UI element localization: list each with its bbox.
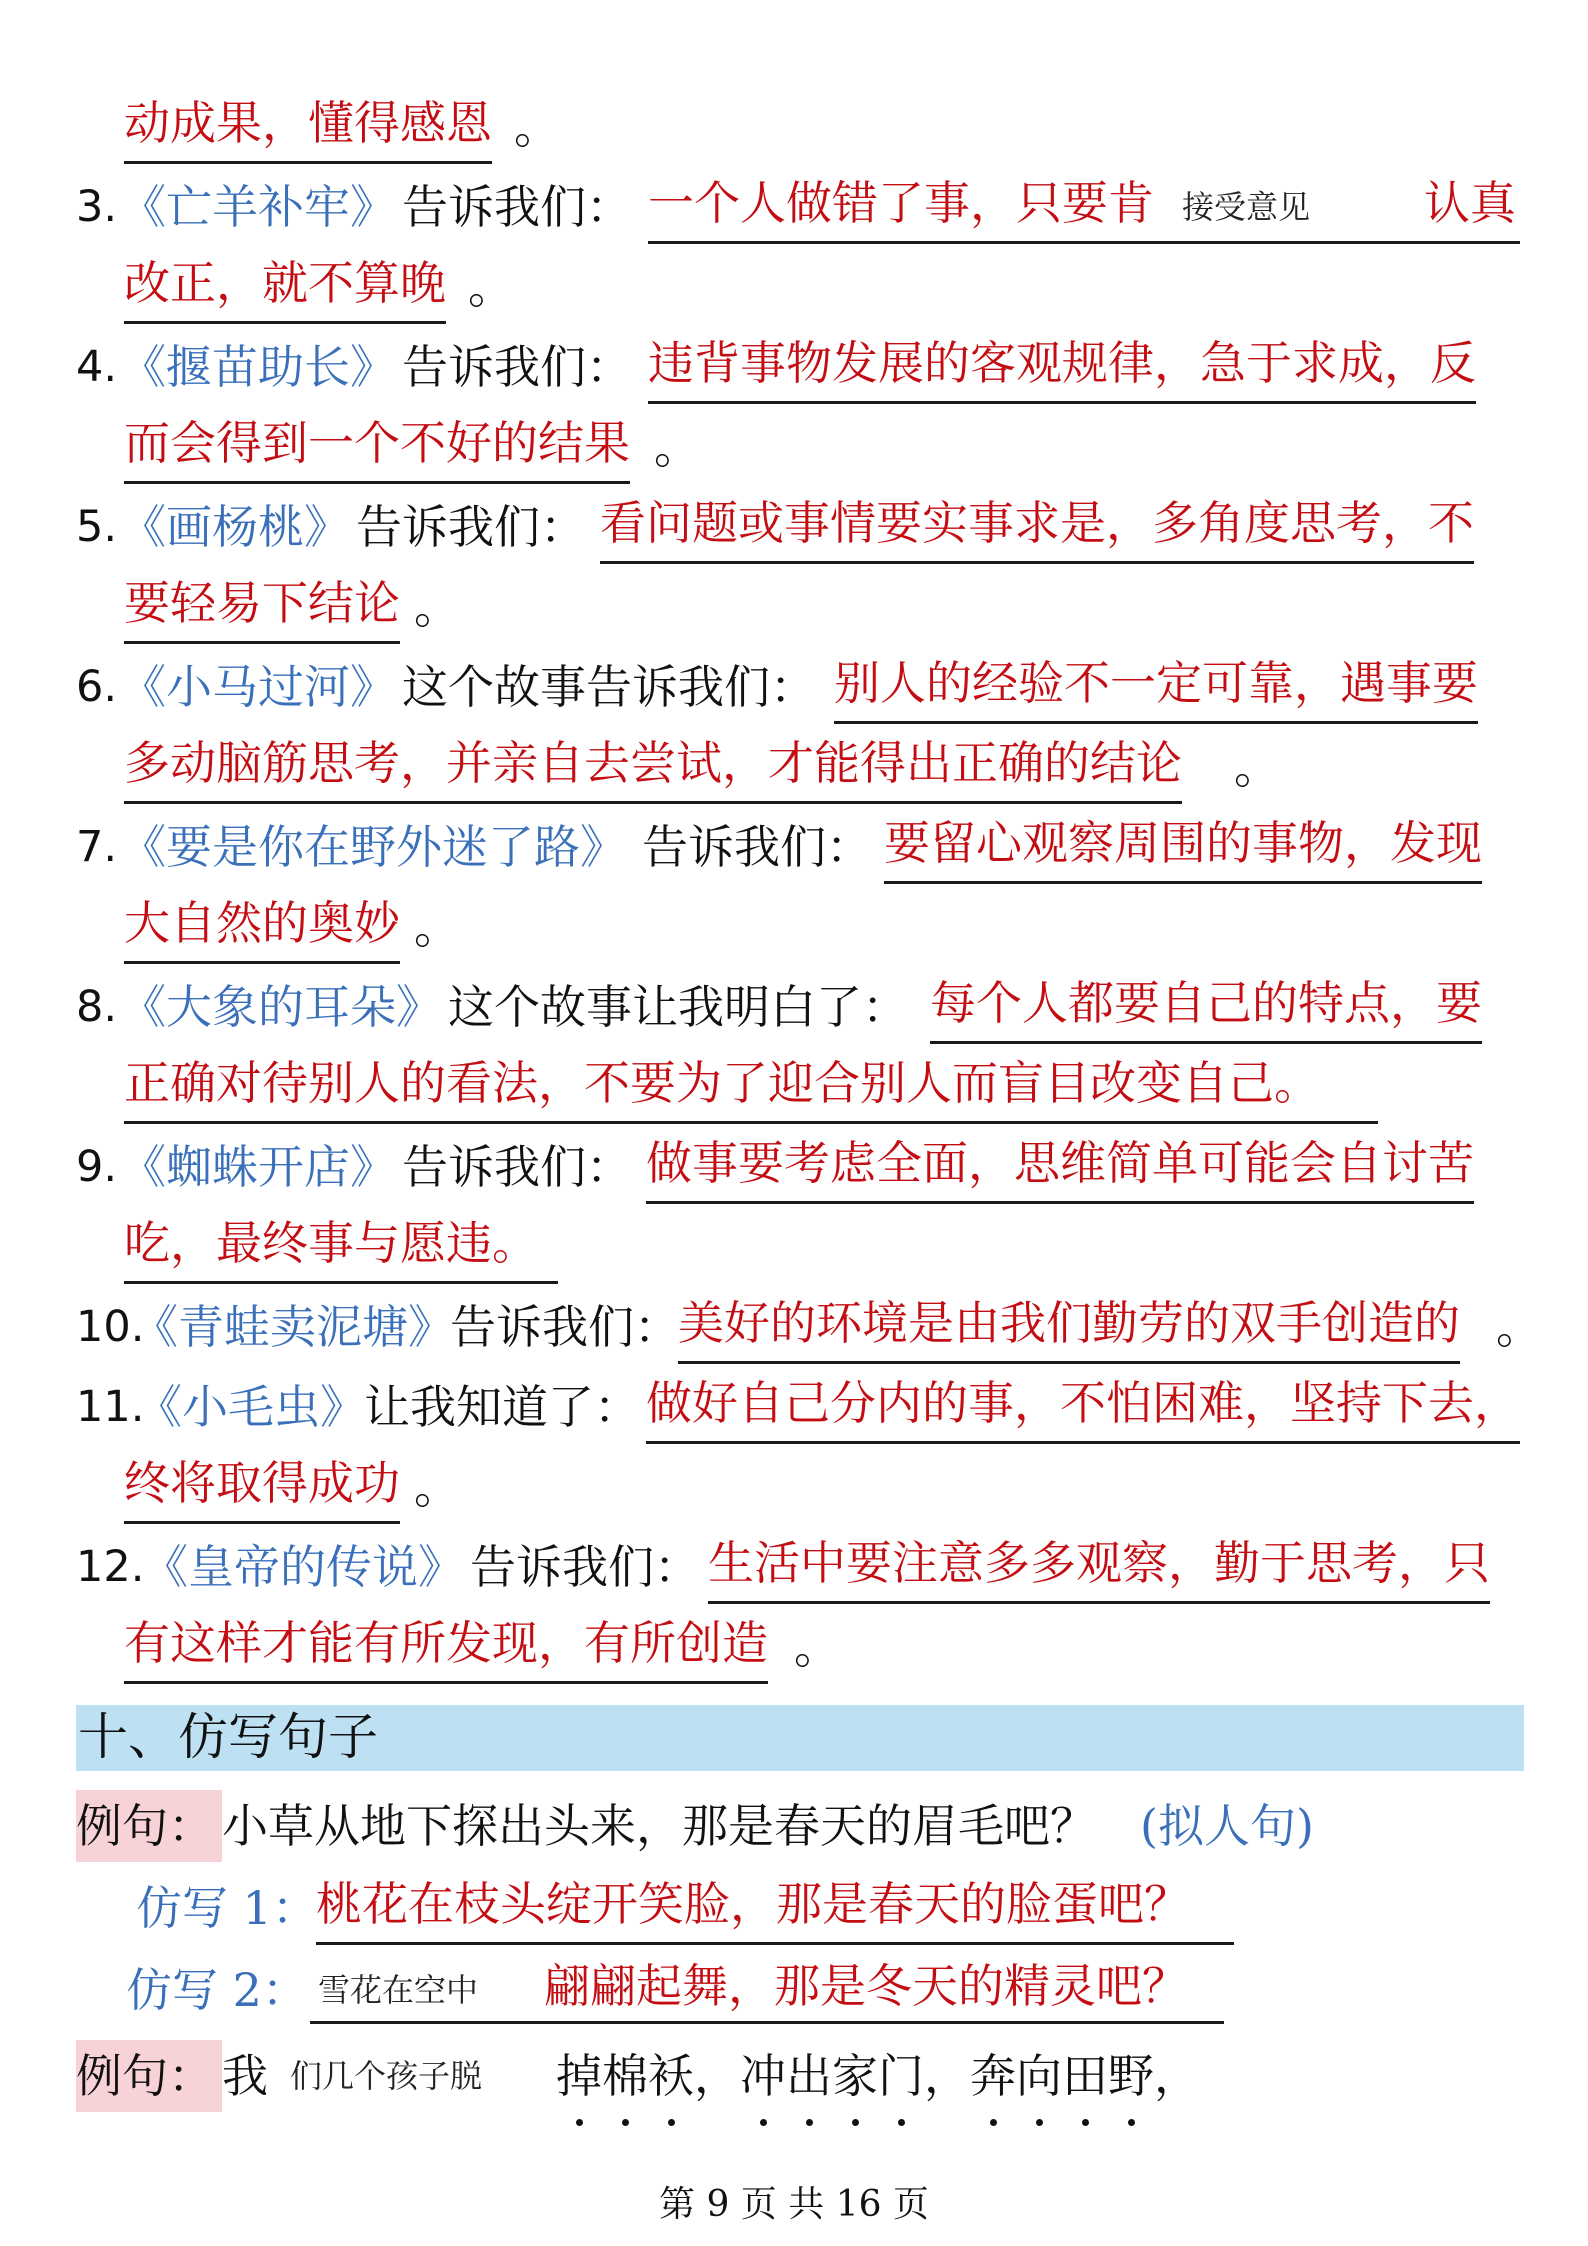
answer-text: 做好自己分内的事，不怕困难，坚持下去， [646,1367,1520,1444]
imitation-2 [0,1950,1588,2030]
item-number: 6. [76,662,118,712]
example-label: 例句： [76,1799,214,1853]
item-4-line-1 [0,327,1588,407]
dotted-char: 袄 [648,2036,694,2116]
dotted-char: 门 [878,2036,924,2116]
answer-text: 一个人做错了事，只要肯 [648,167,1520,244]
item-continuation [0,87,1588,167]
answer-text: 要留心观察周围的事物，发现 [884,807,1482,884]
answer-text: 别人的经验不一定可靠，遇事要 [834,647,1478,724]
story-lead: 这个故事告诉我们： [402,660,816,714]
example-sentence: 小草从地下探出头来，那是春天的眉毛吧？ [222,1799,1096,1853]
answer-text: 美好的环境是由我们勤劳的双手创造的 [678,1287,1460,1364]
handwritten-insert: 接受意见 [1182,185,1382,229]
item-number: 4. [76,342,118,392]
example-note: (拟人句) [1140,1799,1314,1853]
story-title: 《小毛虫》 [136,1380,366,1434]
answer-text: 有这样才能有所发现，有所创造 [124,1607,768,1684]
imitation-label: 仿写 2： [126,1963,308,2017]
dotted-char: 向 [1016,2036,1062,2116]
period: 。 [414,900,460,954]
imitation-1 [0,1868,1588,1948]
dotted-char: ， [694,2049,740,2103]
story-lead: 告诉我们： [356,500,586,554]
item-9-line-2 [0,1207,1588,1287]
answer-text: 大自然的奥妙 [124,887,400,964]
item-3-line-1 [0,167,1588,247]
answer-text: 每个人都要自己的特点，要 [930,967,1482,1044]
item-7-line-2 [0,887,1588,967]
story-title: 《揠苗助长》 [120,340,396,394]
handwritten-insert: 们几个孩子脱 [290,2054,540,2098]
story-lead: 让我知道了： [364,1380,640,1434]
item-number: 10. [76,1302,145,1352]
item-number: 8. [76,982,118,1032]
item-11-line-2 [0,1447,1588,1527]
story-title: 《青蛙卖泥塘》 [132,1300,454,1354]
dotted-char: ， [1154,2049,1200,2103]
item-3-line-2 [0,247,1588,327]
item-11-line-1 [0,1367,1588,1447]
period: 。 [414,580,460,634]
story-title: 《皇帝的传说》 [142,1540,464,1594]
dotted-char: 家 [832,2036,878,2116]
story-title: 《大象的耳朵》 [120,980,442,1034]
dotted-char: 掉 [556,2036,602,2116]
answer-text: 违背事物发展的客观规律，急于求成，反 [648,327,1476,404]
dotted-char: 出 [786,2036,832,2116]
page-footer: 第 9 页 共 16 页 [659,2184,929,2225]
story-title: 《要是你在野外迷了路》 [120,820,626,874]
story-lead: 告诉我们： [402,180,632,234]
example-label: 例句： [76,2049,214,2103]
answer-text: 终将取得成功 [124,1447,400,1524]
period: 。 [514,100,560,154]
imitation-answer: 翩翩起舞，那是冬天的精灵吧？ [310,1950,1224,2024]
story-lead: 告诉我们： [402,1140,632,1194]
story-title: 《画杨桃》 [120,500,350,554]
item-number: 7. [76,822,118,872]
story-lead: 告诉我们： [450,1300,680,1354]
answer-text: 动成果，懂得感恩 [124,87,492,164]
answer-text: 生活中要注意多多观察，勤于思考，只 [708,1527,1490,1604]
item-7-line-1 [0,807,1588,887]
item-8-line-2 [0,1047,1588,1127]
period: 。 [414,1460,460,1514]
answer-text-tail: 认真 [1424,176,1516,230]
dotted-char: 棉 [602,2036,648,2116]
answer-text: 看问题或事情要实事求是，多角度思考，不 [600,487,1474,564]
example-2 [0,2036,1588,2116]
period: 。 [1234,740,1280,794]
story-lead: 告诉我们： [642,820,872,874]
item-5-line-1 [0,487,1588,567]
story-title: 《蜘蛛开店》 [120,1140,396,1194]
period: 。 [1496,1300,1542,1354]
handwritten-insert: 雪花在空中 [318,1968,528,2012]
item-12-line-1 [0,1527,1588,1607]
period: 。 [468,260,514,314]
example-1 [0,1786,1588,1866]
item-number: 12. [76,1542,145,1592]
imitation-label: 仿写 1： [136,1881,318,1935]
dotted-char: 田 [1062,2036,1108,2116]
answer-text: 吃，最终事与愿违。 [124,1207,558,1284]
dotted-char: 野 [1108,2036,1154,2116]
story-title: 《亡羊补牢》 [120,180,396,234]
answer-text: 做事要考虑全面，思维简单可能会自讨苦 [646,1127,1474,1204]
period: 。 [794,1620,840,1674]
dotted-char: 奔 [970,2036,1016,2116]
story-title: 《小马过河》 [120,660,396,714]
answer-text: 要轻易下结论 [124,567,400,644]
story-lead: 告诉我们： [470,1540,700,1594]
dotted-char: ， [924,2049,970,2103]
item-number: 5. [76,502,118,552]
answer-text: 而会得到一个不好的结果 [124,407,630,484]
item-5-line-2 [0,567,1588,647]
period: 。 [654,420,700,474]
answer-text: 正确对待别人的看法，不要为了迎合别人而盲目改变自己。 [124,1047,1378,1124]
item-6-line-1 [0,647,1588,727]
item-9-line-1 [0,1127,1588,1207]
answer-text: 改正，就不算晚 [124,247,446,324]
dotted-phrase [556,2036,1200,2116]
section-title: 十、仿写句子 [78,1708,378,1766]
item-number: 11. [76,1382,145,1432]
item-8-line-1 [0,967,1588,1047]
item-10-line-1 [0,1287,1588,1367]
story-lead: 这个故事让我明白了： [448,980,908,1034]
imitation-answer: 桃花在枝头绽开笑脸，那是春天的脸蛋吧？ [316,1868,1234,1945]
answer-text: 多动脑筋思考，并亲自去尝试，才能得出正确的结论 [124,727,1182,804]
item-4-line-2 [0,407,1588,487]
story-lead: 告诉我们： [402,340,632,394]
item-number: 3. [76,182,118,232]
dotted-char: 冲 [740,2036,786,2116]
item-6-line-2 [0,727,1588,807]
item-number: 9. [76,1142,118,1192]
example-sentence-start: 我 [222,2049,268,2103]
item-12-line-2 [0,1607,1588,1687]
